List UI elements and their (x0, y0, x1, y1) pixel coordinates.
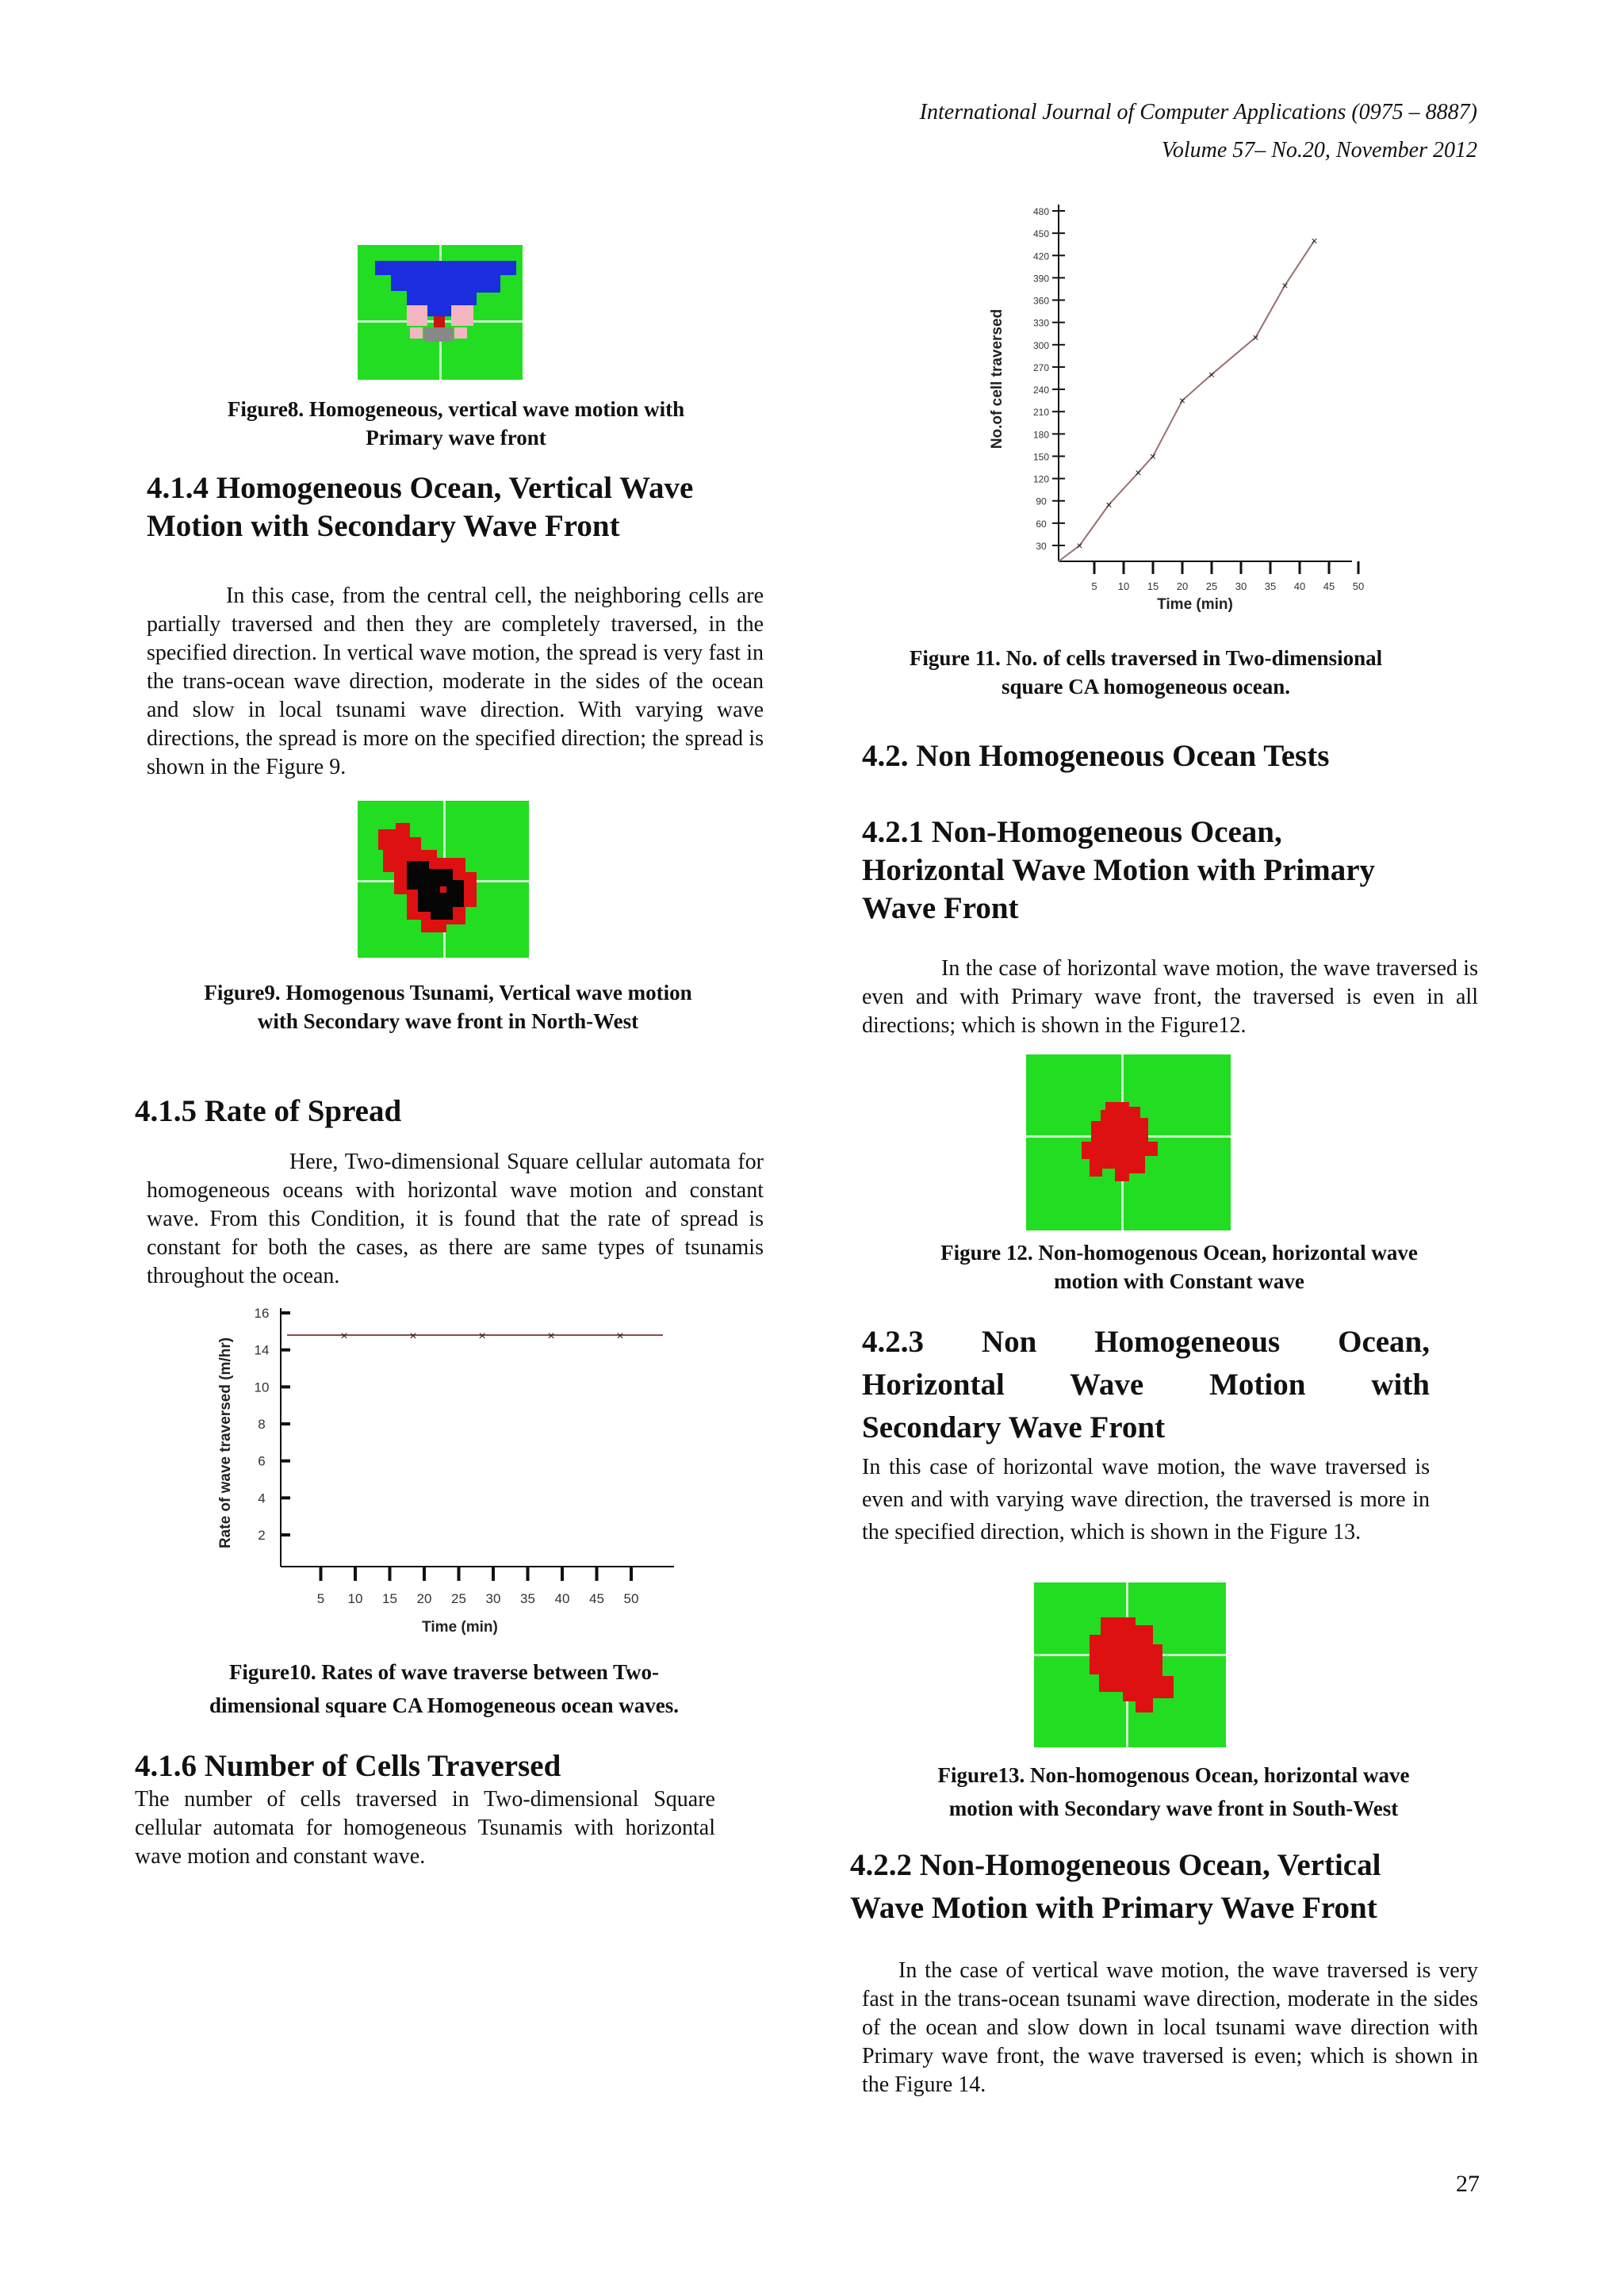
y-tick-label: 60 (1036, 518, 1047, 530)
y-tick-label: 330 (1032, 317, 1050, 329)
figure-8-caption: Figure8. Homogeneous, vertical wave motion with Primary wave front (227, 397, 685, 450)
figure-8-image (358, 245, 523, 380)
heading-4-2-1: 4.2.1 Non-Homogeneous Ocean, Horizontal Wave Motion with Primary Wave Front (862, 815, 1376, 925)
x-tick-label: 45 (1323, 580, 1335, 592)
x-tick-label: 15 (382, 1591, 397, 1606)
volume-info: Volume 57– No.20, November 2012 (1161, 138, 1477, 163)
y-tick-label: 360 (1032, 295, 1050, 307)
y-tick-label: 480 (1032, 206, 1050, 217)
paragraph-4-2-2: In the case of vertical wave motion, the wave traversed is very fast in the trans-ocean tsunami wave direction, moderate in the sides of the ocean and slow down in local tsunami wave direction with Primary wave front, the wave traversed is even; which is shown in the Figure 14. (862, 1958, 1478, 2097)
figure-13-caption: Figure13. Non-homogenous Ocean, horizontal wave motion with Secondary wave front in South-West (937, 1763, 1410, 1820)
x-tick-label: 20 (1176, 580, 1189, 592)
y-tick-label: 450 (1032, 228, 1050, 240)
data-point: × (1252, 331, 1259, 344)
paragraph-4-2-3: In this case of horizontal wave motion, the wave traversed is even and with varying wave direction, the traversed is more in the specified direction, which is shown in the Figure 13. (862, 1455, 1430, 1544)
y-tick-label: 10 (254, 1380, 270, 1395)
x-tick-label: 25 (1205, 580, 1218, 592)
x-tick-label: 25 (451, 1591, 466, 1606)
x-tick-label: 50 (1352, 580, 1365, 592)
x-tick-label: 40 (554, 1591, 570, 1606)
y-tick-label: 270 (1032, 362, 1050, 373)
y-tick-label: 14 (254, 1342, 270, 1358)
x-tick-label: 5 (316, 1591, 325, 1606)
data-point: × (1281, 278, 1289, 292)
data-point: × (1311, 234, 1318, 247)
x-tick-label: 30 (485, 1591, 501, 1606)
y-axis-label: No.of cell traversed (989, 308, 1005, 450)
figure-9-image (358, 801, 529, 958)
y-tick-label: 90 (1036, 496, 1047, 507)
figure-12-image (1026, 1054, 1231, 1230)
figure-12-caption: Figure 12. Non-homogenous Ocean, horizontal wave motion with Constant wave (940, 1241, 1418, 1293)
journal-title: International Journal of Computer Applications (0975 – 8887) (919, 100, 1477, 124)
heading-4-1-4: 4.1.4 Homogeneous Ocean, Vertical Wave Motion with Secondary Wave Front (147, 471, 694, 543)
y-tick-label: 390 (1032, 273, 1050, 285)
y-tick-label: 120 (1032, 473, 1050, 485)
data-point: × (547, 1330, 555, 1343)
figure-13-image (1034, 1582, 1226, 1747)
paragraph-4-1-5: Here, Two-dimensional Square cellular automata for homogeneous oceans with horizontal wave motion and constant wave. From this Condition, it is found that the rate of spread is constant for both the cases, as there are same types of tsunamis throughout the ocean. (147, 1150, 764, 1288)
figure-10-chart (214, 1300, 690, 1649)
figure-11-caption: Figure 11. No. of cells traversed in Two-dimensional square CA homogeneous ocean. (909, 646, 1383, 698)
x-tick-label: 35 (1264, 580, 1277, 592)
page-number: 27 (1456, 2171, 1480, 2197)
x-axis-label: Time (min) (422, 1619, 498, 1636)
y-tick-label: 210 (1032, 407, 1050, 419)
x-tick-label: 5 (1091, 580, 1097, 592)
y-tick-label: 8 (258, 1417, 266, 1432)
y-tick-label: 180 (1032, 429, 1050, 441)
x-tick-label: 40 (1293, 580, 1306, 592)
x-tick-label: 10 (347, 1591, 363, 1606)
y-tick-label: 2 (258, 1528, 266, 1543)
y-tick-label: 16 (254, 1306, 270, 1321)
data-point: × (1178, 394, 1186, 408)
x-tick-label: 15 (1147, 580, 1159, 592)
y-tick-label: 420 (1032, 251, 1050, 262)
heading-4-2-3: 4.2.3 Non Homogeneous Ocean, Horizontal Wave Motion with Secondary Wave Front (862, 1325, 1430, 1445)
heading-4-1-5: 4.1.5 Rate of Spread (135, 1094, 402, 1128)
x-tick-label: 35 (520, 1591, 535, 1606)
x-tick-label: 50 (623, 1591, 639, 1606)
x-tick-label: 10 (1117, 580, 1130, 592)
data-point: × (340, 1330, 348, 1343)
y-tick-label: 240 (1032, 385, 1050, 396)
figure-10-caption: Figure10. Rates of wave traverse between Two- dimensional square CA Homogeneous ocean waves. (209, 1660, 680, 1717)
data-point: × (478, 1330, 486, 1343)
paragraph-4-1-6: The number of cells traversed in Two-dimensional Square cellular automata for homogeneous Tsunamis with horizontal wave motion and constant wave. (135, 1787, 715, 1869)
series-line (1059, 241, 1315, 561)
y-tick-label: 4 (258, 1490, 266, 1506)
x-axis-label: Time (min) (1157, 596, 1233, 613)
data-point: × (616, 1330, 624, 1343)
y-tick-label: 150 (1032, 451, 1050, 463)
data-point: × (1208, 368, 1216, 381)
x-tick-label: 20 (416, 1591, 432, 1606)
heading-4-1-6: 4.1.6 Number of Cells Traversed (135, 1749, 561, 1783)
x-tick-label: 30 (1235, 580, 1247, 592)
data-point: × (409, 1330, 417, 1343)
figure-9-caption: Figure9. Homogenous Tsunami, Vertical wave motion with Secondary wave front in North-West (204, 981, 692, 1033)
y-tick-label: 30 (1036, 541, 1047, 552)
y-tick-label: 300 (1032, 339, 1050, 351)
x-tick-label: 45 (589, 1591, 604, 1606)
data-point: × (1149, 450, 1157, 463)
y-tick-label: 6 (258, 1453, 266, 1469)
data-point: × (1105, 498, 1113, 511)
paragraph-4-2-1: In the case of horizontal wave motion, the wave traversed is even and with Primary wave front, the traversed is even in all directions; which is shown in the Figure12. (862, 956, 1478, 1038)
y-axis-label: Rate of wave traversed (m/hr) (217, 1337, 234, 1549)
heading-4-2-2: 4.2.2 Non-Homogeneous Ocean, Vertical Wave Motion with Primary Wave Front (850, 1848, 1381, 1925)
heading-4-2: 4.2. Non Homogeneous Ocean Tests (862, 739, 1330, 773)
figure-11-chart (979, 197, 1365, 625)
paragraph-4-1-4: In this case, from the central cell, the neighboring cells are partially traversed and then they are completely traversed, in the specified direction. In vertical wave motion, the spread is very fast in the trans-ocean wave direction, moderate in the sides of the ocean and slow in local tsunami wave direction. With varying wave directions, the spread is more on the specified direction; the spread is shown in the Figure 9. (147, 584, 764, 779)
data-point: × (1135, 466, 1142, 480)
data-point: × (1076, 539, 1083, 552)
